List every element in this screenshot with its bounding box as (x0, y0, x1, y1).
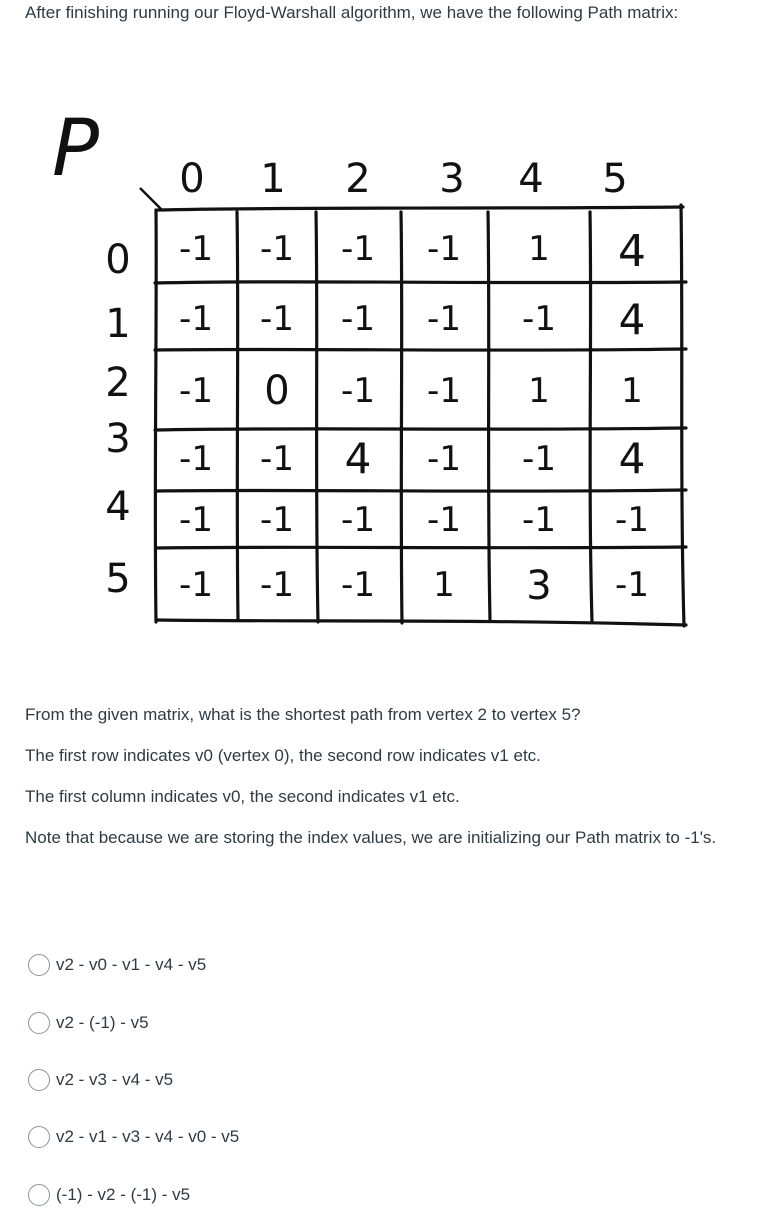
matrix-cell: -1 (179, 565, 213, 605)
path-matrix-figure (40, 80, 720, 650)
row-header: 0 (105, 237, 131, 283)
matrix-cell: 1 (621, 371, 643, 411)
matrix-cell: 4 (618, 226, 646, 277)
matrix-cell: 4 (618, 434, 646, 483)
matrix-cell: -1 (179, 439, 213, 479)
matrix-cell: -1 (179, 299, 213, 339)
matrix-cell: -1 (260, 229, 294, 269)
row-header: 1 (105, 301, 131, 347)
radio-button[interactable] (28, 1126, 50, 1148)
radio-button[interactable] (28, 1012, 50, 1034)
matrix-cell: -1 (179, 229, 213, 269)
matrix-cell: -1 (522, 500, 556, 540)
answer-label: (-1) - v2 - (-1) - v5 (56, 1185, 191, 1204)
question-note-rows: The first row indicates v0 (vertex 0), the second row indicates v1 etc. (25, 746, 541, 765)
row-headers (105, 237, 130, 602)
matrix-cell: 4 (344, 434, 372, 483)
answer-option[interactable] (28, 1125, 239, 1149)
question-note-columns: The first column indicates v0, the second indicates v1 etc. (25, 787, 460, 806)
column-header: 3 (439, 156, 465, 202)
matrix-cell: -1 (427, 229, 461, 269)
matrix-cell: -1 (427, 371, 461, 411)
matrix-cell: -1 (427, 439, 461, 479)
matrix-cell: 1 (528, 229, 550, 269)
matrix-cell: -1 (522, 439, 556, 479)
matrix-cell: -1 (341, 299, 375, 339)
matrix-cell: -1 (615, 565, 649, 605)
question-prompt: From the given matrix, what is the shortest path from vertex 2 to vertex 5? (25, 705, 581, 724)
matrix-cell: -1 (260, 299, 294, 339)
matrix-label: P (52, 104, 100, 194)
matrix-cell: 1 (433, 565, 455, 605)
matrix-cell: -1 (179, 371, 213, 411)
matrix-grid (155, 205, 686, 626)
row-header: 3 (105, 416, 131, 462)
matrix-cell: -1 (427, 299, 461, 339)
matrix-cell: -1 (260, 439, 294, 479)
answer-label: v2 - v0 - v1 - v4 - v5 (56, 955, 207, 974)
radio-button[interactable] (28, 954, 50, 976)
answer-option[interactable] (28, 953, 206, 977)
matrix-cell: 3 (526, 563, 552, 609)
matrix-cell: -1 (341, 229, 375, 269)
column-header: 2 (345, 156, 371, 202)
matrix-cell: -1 (427, 500, 461, 540)
radio-button[interactable] (28, 1184, 50, 1206)
question-block (25, 704, 755, 868)
radio-button[interactable] (28, 1069, 50, 1091)
row-header: 2 (105, 360, 131, 406)
matrix-cell: 0 (264, 368, 290, 414)
column-header: 4 (518, 156, 544, 202)
question-note-initialization: Note that because we are storing the index values, we are initializing our Path matrix to -1's. (25, 828, 717, 847)
answer-label: v2 - v3 - v4 - v5 (56, 1070, 174, 1089)
corner-stroke (140, 188, 162, 210)
matrix-cell: -1 (260, 500, 294, 540)
matrix-cell: -1 (179, 500, 213, 540)
column-headers (179, 156, 627, 202)
row-header: 5 (105, 556, 131, 602)
answer-label: v2 - (-1) - v5 (56, 1013, 149, 1032)
matrix-cell: 4 (618, 295, 646, 344)
matrix-cell: -1 (615, 500, 649, 540)
matrix-cell: -1 (341, 371, 375, 411)
column-header: 1 (260, 156, 286, 202)
matrix-cell: -1 (522, 299, 556, 339)
row-header: 4 (105, 484, 131, 530)
matrix-cell: 1 (528, 371, 550, 411)
intro-text: After finishing running our Floyd-Warshall algorithm, we have the following Path matrix: (25, 3, 679, 22)
answer-label: v2 - v1 - v3 - v4 - v0 - v5 (56, 1127, 240, 1146)
column-header: 5 (602, 156, 628, 202)
matrix-cell: -1 (341, 565, 375, 605)
matrix-cell: -1 (341, 500, 375, 540)
answer-option[interactable] (28, 1183, 190, 1207)
answer-option[interactable] (28, 1068, 173, 1092)
matrix-cell: -1 (260, 565, 294, 605)
column-header: 0 (179, 156, 205, 202)
answer-option[interactable] (28, 1011, 149, 1035)
